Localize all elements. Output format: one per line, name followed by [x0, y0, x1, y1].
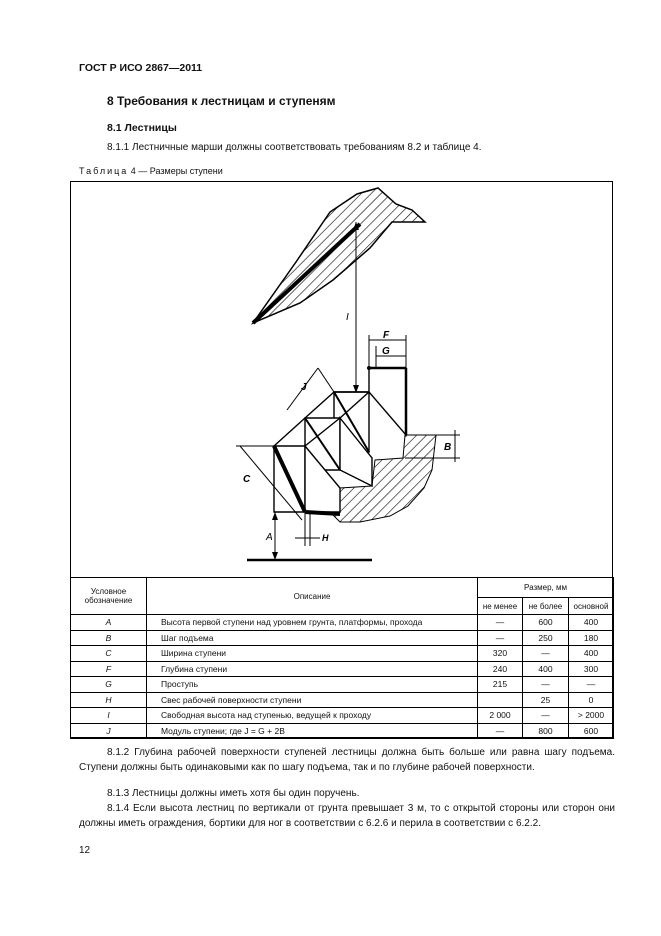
row-min: —	[478, 615, 523, 631]
row-min: 320	[478, 646, 523, 662]
row-min: —	[478, 630, 523, 646]
row-description: Проступь	[147, 677, 478, 693]
document-header: ГОСТ Р ИСО 2867—2011	[79, 62, 203, 74]
row-symbol: B	[71, 630, 147, 646]
header-min: не менее	[478, 598, 523, 615]
header-symbol: Условное обозначение	[71, 578, 147, 615]
row-max: 600	[523, 615, 569, 631]
row-min: 240	[478, 661, 523, 677]
label-F: F	[383, 330, 390, 341]
page-number: 12	[79, 845, 91, 856]
table-row	[71, 615, 614, 631]
table-row	[71, 630, 614, 646]
row-symbol: F	[71, 661, 147, 677]
label-C: C	[243, 474, 251, 485]
label-B: B	[444, 442, 452, 453]
row-symbol: G	[71, 677, 147, 693]
paragraph-8-1-4: 8.1.4 Если высота лестниц по вертикали от грунта превышает 3 м, то с открытой стороны или сторон они должны иметь ограждения, бортики для ног в соответствии с 6.2.6 и перила в соответствии с 6.2.2.	[79, 803, 615, 829]
row-main: 300	[569, 661, 614, 677]
row-max: —	[523, 677, 569, 693]
row-max: 400	[523, 661, 569, 677]
table-row	[71, 708, 614, 724]
row-max: 800	[523, 723, 569, 739]
row-main: > 2000	[569, 708, 614, 724]
row-max: —	[523, 708, 569, 724]
table-caption	[79, 166, 223, 176]
row-symbol: A	[71, 615, 147, 631]
row-description: Шаг подъема	[147, 630, 478, 646]
step-dimensions-table	[70, 577, 614, 739]
row-description: Модуль ступени; где J = G + 2B	[147, 723, 478, 739]
table-row	[71, 677, 614, 693]
stair-figure	[70, 181, 613, 577]
row-symbol: C	[71, 646, 147, 662]
header-size: Размер, мм	[478, 578, 614, 598]
row-min: —	[478, 723, 523, 739]
subsection-title: 8.1 Лестницы	[107, 122, 177, 134]
row-main: 600	[569, 723, 614, 739]
row-description: Свободная высота над ступенью, ведущей к проходу	[147, 708, 478, 724]
row-symbol: J	[71, 723, 147, 739]
paragraph-8-1-1: 8.1.1 Лестничные марши должны соответствовать требованиям 8.2 и таблице 4.	[107, 142, 482, 153]
table-row	[71, 661, 614, 677]
header-max: не более	[523, 598, 569, 615]
row-max: 25	[523, 692, 569, 708]
row-description: Свес рабочей поверхности ступени	[147, 692, 478, 708]
row-min: 215	[478, 677, 523, 693]
section-title: 8 Требования к лестницам и ступеням	[107, 94, 336, 108]
row-symbol: I	[71, 708, 147, 724]
row-symbol: H	[71, 692, 147, 708]
table-row	[71, 692, 614, 708]
label-J: J	[301, 382, 307, 393]
table-row	[71, 646, 614, 662]
label-A: A	[266, 532, 273, 543]
caption-rest: 4 — Размеры ступени	[128, 166, 223, 176]
row-main: 400	[569, 615, 614, 631]
row-min	[478, 692, 523, 708]
row-main: 0	[569, 692, 614, 708]
paragraph-8-1-2: 8.1.2 Глубина рабочей поверхности ступеней лестницы должна быть больше или равна шагу подъема. Ступени должны быть одинаковыми как по шагу подъема, так и по глубине рабочей поверхности.	[79, 747, 615, 773]
row-max: —	[523, 646, 569, 662]
row-max: 250	[523, 630, 569, 646]
overhead-structure	[253, 188, 425, 323]
row-main: 400	[569, 646, 614, 662]
row-min: 2 000	[478, 708, 523, 724]
row-main: 180	[569, 630, 614, 646]
label-H: H	[322, 533, 329, 543]
row-main: —	[569, 677, 614, 693]
row-description: Ширина ступени	[147, 646, 478, 662]
row-description: Глубина ступени	[147, 661, 478, 677]
row-description: Высота первой ступени над уровнем грунта, платформы, прохода	[147, 615, 478, 631]
label-I: I	[346, 312, 349, 323]
paragraph-8-1-3: 8.1.3 Лестницы должны иметь хотя бы один поручень.	[107, 788, 360, 799]
header-main: основной	[569, 598, 614, 615]
label-G: G	[382, 346, 390, 357]
table-row	[71, 723, 614, 739]
header-description: Описание	[147, 578, 478, 615]
caption-prefix: Таблица	[79, 166, 129, 176]
